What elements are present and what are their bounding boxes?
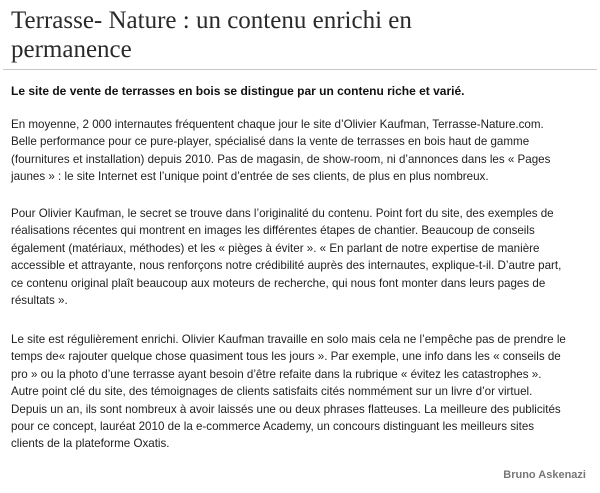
- paragraph-line: clients de la plateforme Oxatis.: [11, 437, 170, 451]
- paragraph-line: réalisations récentes qui montrent en images les différentes étapes de chantier. Beaucoup de conseils: [11, 224, 535, 238]
- title-divider: [3, 69, 597, 70]
- paragraph-line: Le site est régulièrement enrichi. Olivier Kaufman travaille en solo mais cela ne l’empêche pas de prendre le: [11, 333, 566, 346]
- paragraph-line: accessible et attrayante, nous renforçons notre crédibilité auprès des internautes, explique-t-il. D’autre part,: [11, 259, 562, 273]
- paragraph-line: également (matériaux, méthodes) et les « pièges à éviter ». « En parlant de notre expertise de manière: [11, 241, 540, 255]
- article-title-line-1: Terrasse- Nature : un contenu enrichi en: [11, 7, 412, 34]
- paragraph-line: résultats ».: [11, 294, 68, 308]
- paragraph-line: Autre point clé du site, des témoignages de clients satisfaits cités nommément sur un livre d’or virtuel.: [11, 385, 533, 399]
- paragraph-line: ce contenu original plaît beaucoup aux moteurs de recherche, qui nous font monter dans leurs pages de: [11, 276, 546, 290]
- paragraph-line: En moyenne, 2 000 internautes fréquentent chaque jour le site d’Olivier Kaufman, Terrasse-Nature.com.: [11, 118, 544, 131]
- article-paragraph-3: [11, 331, 597, 453]
- paragraph-line: Pour Olivier Kaufman, le secret se trouve dans l’originalité du contenu. Point fort du site, des exemples de: [11, 207, 554, 220]
- paragraph-line: Belle performance pour ce pure-player, spécialisé dans la vente de terrasses en bois haut de gamme: [11, 135, 530, 149]
- paragraph-line: jaunes » : le site Internet est l’unique point d’entrée de ses clients, de plus en plus nombreux.: [11, 170, 489, 184]
- article-paragraph-2: [11, 205, 597, 309]
- paragraph-line: pro » ou la photo d’une terrasse ayant besoin d’être refaite dans la rubrique « évitez les catastrophes ».: [11, 367, 542, 381]
- article-author: Bruno Askenazi: [503, 469, 586, 481]
- paragraph-line: temps de« rajouter quelque chose quasiment tous les jours ». Par exemple, une info dans les « conseils de: [11, 350, 561, 364]
- article-paragraph-1: [11, 116, 597, 186]
- paragraph-line: Depuis un an, ils sont nombreux à avoir laissés une ou deux phrases flatteuses. La meilleure des publicités: [11, 402, 561, 416]
- article-lead: Le site de vente de terrasses en bois se distingue par un contenu riche et varié.: [11, 84, 465, 98]
- article-title-line-2: permanence: [11, 36, 132, 63]
- article-title: [11, 6, 591, 64]
- paragraph-line: (fournitures et installation) depuis 2010. Pas de magasin, de show-room, ni d’annonces dans les « Pages: [11, 152, 551, 166]
- paragraph-line: pour ce concept, lauréat 2010 de la e-commerce Academy, un concours distinguant les meilleurs sites: [11, 420, 535, 434]
